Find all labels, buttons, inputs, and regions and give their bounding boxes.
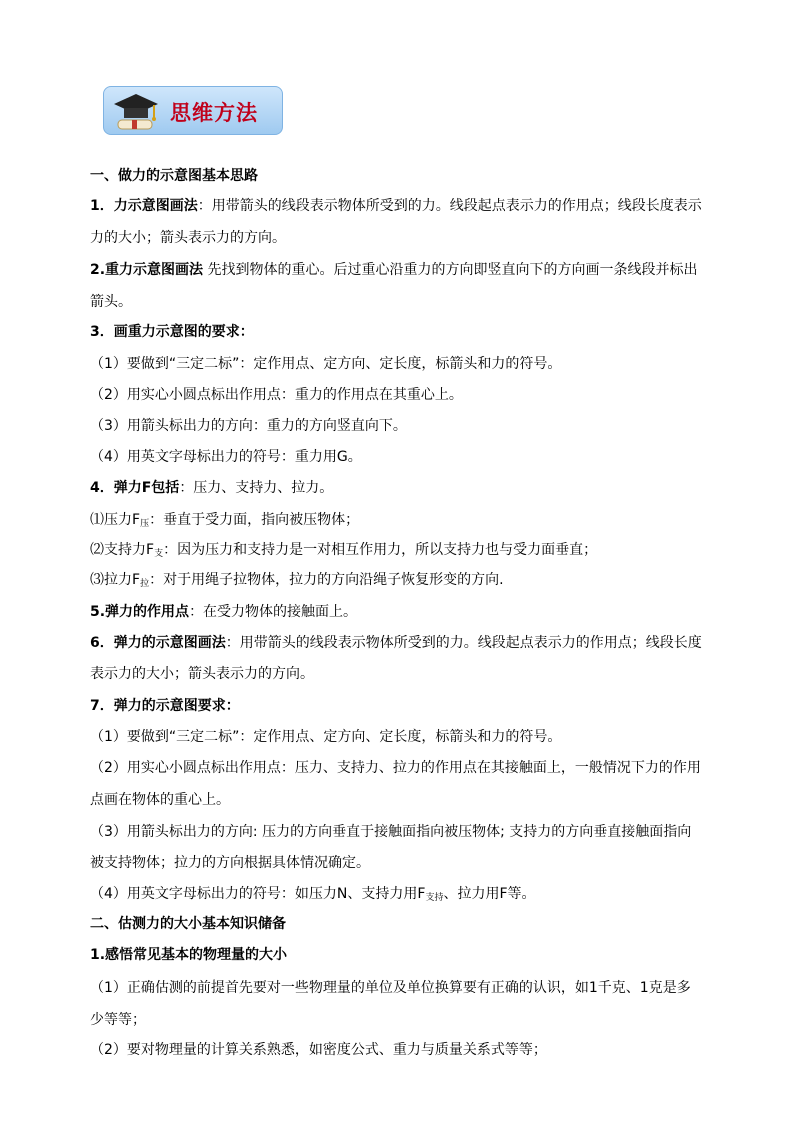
graduation-cap-icon: [110, 90, 162, 132]
text-line: [90, 758, 701, 778]
line-text: （4）用英文字母标出力的符号：如压力N、支持力用F: [90, 886, 426, 902]
line-text: ：用带箭头的线段表示物体所受到的力。线段起点表示力的作用点；线段长度表示: [197, 198, 702, 214]
line-heading: 一、做力的示意图基本思路: [90, 168, 258, 184]
text-line: [90, 447, 362, 467]
text-line: [90, 822, 691, 842]
line-heading: 2.重力示意图画法: [90, 262, 204, 278]
text-line: [90, 914, 286, 934]
text-line: [90, 292, 132, 312]
line-text: （3）用箭头标出力的方向: 压力的方向垂直于接触面指向被压物体; 支持力的方向垂直接触面指向: [90, 824, 692, 840]
text-line: [90, 853, 370, 873]
text-line: [90, 1040, 547, 1060]
line-text: ：用带箭头的线段表示物体所受到的力。线段起点表示力的作用点；线段长度: [225, 635, 702, 651]
subscript: 压: [140, 519, 150, 529]
line-text: 箭头。: [90, 294, 132, 310]
line-text: 表示力的大小；箭头表示力的方向。: [90, 666, 314, 682]
text-line: [90, 354, 561, 374]
line-heading: 二、估测力的大小基本知识储备: [90, 916, 286, 932]
text-line: [90, 633, 702, 653]
text-line: [90, 945, 287, 965]
line-heading: 1.感悟常见基本的物理量的大小: [90, 947, 288, 963]
text-line: [90, 978, 691, 998]
line-text: （2）要对物理量的计算关系熟悉，如密度公式、重力与质量关系式等等；: [90, 1042, 547, 1058]
text-line: [90, 510, 359, 534]
line-heading: 3．画重力示意图的要求：: [90, 324, 254, 340]
line-text: （1）正确估测的前提首先要对一些物理量的单位及单位换算要有正确的认识，如1千克、1克是多: [90, 980, 691, 996]
text-line: [90, 322, 254, 342]
text-line: [90, 478, 333, 498]
line-text: （2）用实心小圆点标出作用点：重力的作用点在其重心上。: [90, 387, 463, 403]
text-line: [90, 790, 230, 810]
line-text: （2）用实心小圆点标出作用点：压力、支持力、拉力的作用点在其接触面上，一般情况下力的作用: [90, 760, 701, 776]
line-text: 点画在物体的重心上。: [90, 792, 230, 808]
section-banner: [103, 86, 283, 135]
line-text-after: 、拉力用F等。: [443, 886, 536, 902]
line-text-after: ：对于用绳子拉物体，拉力的方向沿绳子恢复形变的方向.: [149, 572, 504, 588]
line-text: （1）要做到“三定二标”：定作用点、定方向、定长度，标箭头和力的符号。: [90, 356, 562, 372]
line-text: （1）要做到“三定二标”：定作用点、定方向、定长度，标箭头和力的符号。: [90, 729, 562, 745]
line-text: 先找到物体的重心。后过重心沿重力的方向即竖直向下的方向画一条线段并标出: [203, 262, 698, 278]
line-text: 力的大小；箭头表示力的方向。: [90, 230, 286, 246]
subscript: 支: [154, 549, 164, 559]
line-text: ⑴压力F: [90, 512, 141, 528]
text-line: [90, 540, 597, 564]
text-line: [90, 228, 286, 248]
line-heading: 5.弹力的作用点: [90, 604, 190, 620]
line-text: （4）用英文字母标出力的符号：重力用G。: [90, 449, 362, 465]
line-text: 被支持物体；拉力的方向根据具体情况确定。: [90, 855, 370, 871]
text-line: [90, 260, 698, 280]
line-text-after: ：垂直于受力面，指向被压物体；: [149, 512, 360, 528]
line-heading: 1．力示意图画法: [90, 198, 198, 214]
line-text: ：压力、支持力、拉力。: [179, 480, 334, 496]
line-text: ：在受力物体的接触面上。: [189, 604, 358, 620]
line-heading: 7．弹力的示意图要求：: [90, 698, 240, 714]
text-line: [90, 416, 407, 436]
text-line: [90, 166, 258, 186]
text-line: [90, 664, 314, 684]
line-heading: 6．弹力的示意图画法: [90, 635, 226, 651]
text-line: [90, 196, 702, 216]
text-line: [90, 727, 561, 747]
text-line: [90, 696, 240, 716]
text-line: [90, 602, 357, 622]
line-text-after: ：因为压力和支持力是一对相互作用力，所以支持力也与受力面垂直；: [163, 542, 598, 558]
line-heading: 4．弹力F包括: [90, 480, 180, 496]
subscript: 支持: [425, 893, 444, 903]
text-line: [90, 570, 504, 594]
subscript: 拉: [140, 579, 150, 589]
line-text: 少等等；: [90, 1012, 146, 1028]
banner-title: 思维方法: [170, 101, 258, 125]
line-text: （3）用箭头标出力的方向：重力的方向竖直向下。: [90, 418, 407, 434]
text-line: [90, 884, 536, 908]
line-text: ⑵支持力F: [90, 542, 155, 558]
line-text: ⑶拉力F: [90, 572, 141, 588]
text-line: [90, 1010, 146, 1030]
text-line: [90, 385, 463, 405]
